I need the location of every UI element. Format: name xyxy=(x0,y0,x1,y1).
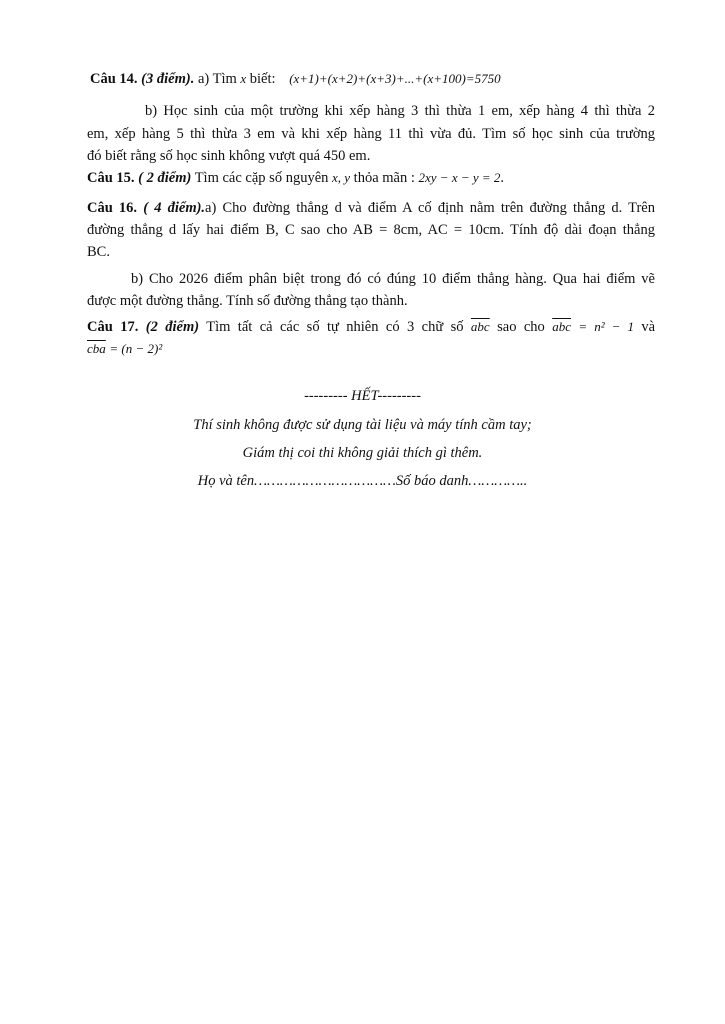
q14-equation: (x+1)+(x+2)+(x+3)+...+(x+100)=5750 xyxy=(289,71,501,86)
q15-points: ( 2 điểm) xyxy=(138,170,192,186)
q17-cba: $\overline{cba}$ xyxy=(87,341,106,356)
q17-line2 xyxy=(87,340,162,358)
q17-points: (2 điểm) xyxy=(145,319,200,335)
q17-sao-cho: sao cho xyxy=(497,319,545,335)
q17-eq2-rhs: = (n − 2)² xyxy=(109,341,163,356)
q15-text2: thỏa mãn : xyxy=(353,170,415,186)
q14-points: (3 điểm). xyxy=(141,71,195,87)
q15-end: . xyxy=(500,170,505,186)
q15-dot: . xyxy=(130,170,135,186)
q14-b-line1: b) Học sinh của một trường khi xếp hàng 3 thì thừa 1 em, xếp hàng 4 thì thừa 2 xyxy=(145,103,655,119)
end-mark: --------- HẾT--------- xyxy=(304,388,421,404)
q16-a-text: a) Cho đường thẳng d và điểm A cố định nằm trên đường thẳng d. Trên xyxy=(205,200,655,216)
q14-biet: biết: xyxy=(249,71,276,87)
q17-va: và xyxy=(641,319,656,335)
q16-line3: BC. xyxy=(87,244,110,260)
q17-label: Câu 17. xyxy=(87,319,139,335)
q16-points: ( 4 điểm). xyxy=(143,200,206,216)
q17-abc-eq: $\overline{abc}$ xyxy=(552,319,571,334)
q15-vars: x, y xyxy=(332,170,351,185)
footer-name-line: Họ và tên……………………………Số báo danh………….. xyxy=(197,473,528,489)
q16-label: Câu 16. xyxy=(87,200,138,216)
q16-line2: đường thẳng d lấy hai điểm B, C sao cho AB = 8cm, AC = 10cm. Tính độ dài đoạn thẳng xyxy=(87,222,655,238)
q14-label: Câu 14. xyxy=(90,71,138,87)
q17-text: Tìm tất cả các số tự nhiên có 3 chữ số xyxy=(206,319,464,335)
q15-line xyxy=(87,169,504,187)
q15-label: Câu 15 xyxy=(87,170,131,186)
q16-b-line1: b) Cho 2026 điểm phân biệt trong đó có đúng 10 điểm thẳng hàng. Qua hai điểm vẽ xyxy=(131,271,655,287)
q14-var-x: x xyxy=(240,71,247,86)
q17-line1 xyxy=(87,318,655,336)
q16-b-line2: được một đường thẳng. Tính số đường thẳng tạo thành. xyxy=(87,293,408,309)
q14-line xyxy=(90,70,501,88)
footer-note-2: Giám thị coi thi không giải thích gì thêm. xyxy=(242,445,483,461)
q17-abc: $\overline{abc}$ xyxy=(470,319,490,334)
q14-b-line3: đó biết rằng số học sinh không vượt quá 450 em. xyxy=(87,148,371,164)
q15-equation: 2xy − x − y = 2 xyxy=(418,170,501,185)
footer-note-1: Thí sinh không được sử dụng tài liệu và máy tính cầm tay; xyxy=(193,417,532,433)
q14-b-line2: em, xếp hàng 5 thì thừa 3 em và khi xếp hàng 11 thì vừa đủ. Tìm số học sinh của trường xyxy=(87,126,655,142)
q17-eq1-rhs: = n² − 1 xyxy=(578,319,634,334)
q14-part-a: a) Tìm xyxy=(197,71,237,87)
q16-line1 xyxy=(87,199,655,217)
q15-text: Tìm các cặp số nguyên xyxy=(194,170,329,186)
